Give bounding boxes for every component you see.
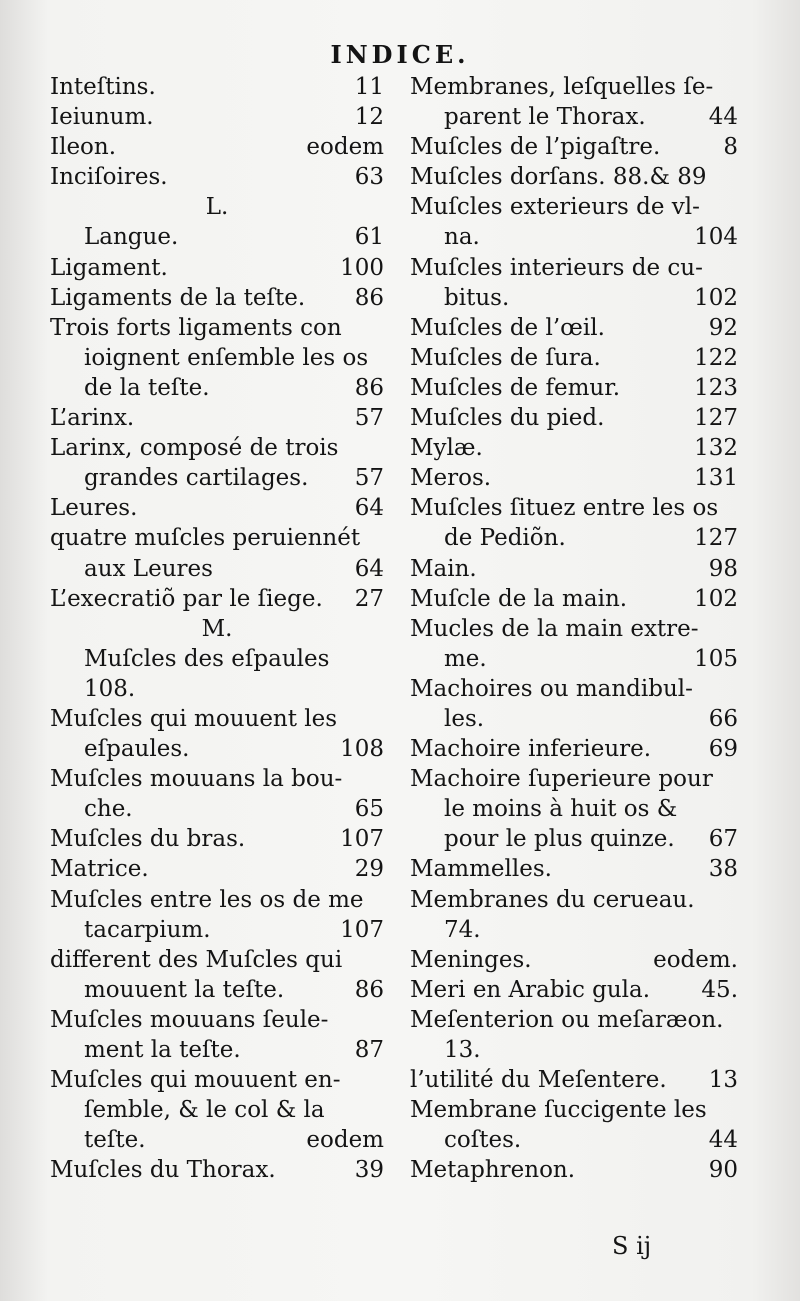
index-entry xyxy=(410,1155,738,1185)
entry-text-line: Muſcles mouuans ſeule- xyxy=(50,1006,329,1033)
index-entry xyxy=(410,674,738,734)
index-entry xyxy=(50,644,384,704)
entry-text-line: Mucles de la main extre- xyxy=(410,615,699,642)
page-reference: 131 xyxy=(694,465,738,492)
entry-text-line: Meninges. xyxy=(410,946,532,973)
index-entry xyxy=(410,493,738,553)
index-entry xyxy=(50,403,384,433)
entry-text-line: Muſcles de ſura. xyxy=(410,344,601,371)
page-reference: 61 xyxy=(354,224,384,251)
page-reference: 44 xyxy=(708,104,738,131)
entry-text-line: parent le Thorax. xyxy=(444,104,646,131)
entry-text-line: Muſcles dorſans. 88.& 89 xyxy=(410,164,707,191)
entry-text-line: L’arinx. xyxy=(50,405,135,432)
page-reference: 13 xyxy=(708,1067,738,1094)
entry-text-line: les. xyxy=(444,705,485,732)
entry-text-line: 13. xyxy=(444,1037,481,1063)
index-entry xyxy=(410,403,738,433)
entry-text-line: quatre muſcles peruiennét xyxy=(50,525,361,552)
entry-text-line: Ieiunum. xyxy=(50,104,154,131)
entry-text-line: L’execratiõ par le ſiege. xyxy=(50,585,323,612)
index-entry xyxy=(50,433,384,493)
page-reference: 57 xyxy=(354,405,384,432)
entry-text-line: Langue. xyxy=(84,224,179,251)
entry-text-line: bitus. xyxy=(444,284,510,311)
entry-text-line: different des Muſcles qui xyxy=(50,946,343,973)
page-reference: 38 xyxy=(708,856,738,883)
index-entry xyxy=(50,1065,384,1155)
entry-text-line: Trois forts ligaments con xyxy=(50,314,342,341)
page-reference: 123 xyxy=(694,374,738,401)
page-reference: 127 xyxy=(694,525,738,552)
entry-text-line: Muſcles des eſpaules xyxy=(84,645,330,672)
page-reference: 11 xyxy=(354,74,384,100)
page-reference: 63 xyxy=(354,164,384,191)
index-entry xyxy=(50,102,384,132)
index-entry xyxy=(410,885,738,945)
index-entry xyxy=(50,764,384,824)
index-entry xyxy=(50,72,384,102)
entry-text-line: Inciſoires. xyxy=(50,164,168,191)
entry-text-line: Muſcles du bras. xyxy=(50,826,246,853)
entry-text-line: 108. xyxy=(84,675,136,702)
index-entry xyxy=(50,283,384,313)
entry-text-line: teſte. xyxy=(84,1127,146,1154)
entry-text-line: Muſcles de l’œil. xyxy=(410,314,605,341)
page-reference: 108 xyxy=(340,736,384,763)
signature-mark: S ij xyxy=(612,1232,652,1260)
entry-text-line: Muſcles interieurs de cu- xyxy=(410,254,703,281)
index-entry xyxy=(410,162,738,192)
page-reference: 98 xyxy=(708,555,738,582)
page-reference: 107 xyxy=(340,826,384,853)
page-reference: 100 xyxy=(340,254,384,281)
index-entry xyxy=(410,1065,738,1095)
page-reference: 87 xyxy=(354,1037,384,1063)
page-reference: 104 xyxy=(694,224,738,251)
index-entry xyxy=(50,162,384,192)
page-reference: 107 xyxy=(340,916,384,943)
page-reference: eodem xyxy=(306,1127,384,1154)
entry-text-line: Muſcles mouuans la bou- xyxy=(50,766,343,793)
section-letter: L. xyxy=(205,194,229,221)
page-reference: 39 xyxy=(354,1157,384,1184)
entry-text-line: Inteſtins. xyxy=(50,74,156,100)
index-entry xyxy=(410,764,738,854)
running-head: INDICE. xyxy=(330,40,470,69)
page-reference: 102 xyxy=(694,284,738,311)
index-entry xyxy=(410,1005,738,1065)
entry-text-line: eſpaules. xyxy=(84,736,190,763)
entry-text-line: Larinx, composé de trois xyxy=(50,435,339,462)
index-entry xyxy=(410,463,738,493)
entry-text-line: che. xyxy=(84,796,133,823)
page-reference: eodem xyxy=(306,134,384,161)
entry-text-line: Membranes, leſquelles ſe- xyxy=(410,74,714,100)
page-reference: 57 xyxy=(354,465,384,492)
index-entry xyxy=(50,584,384,614)
entry-text-line: Machoires ou mandibul- xyxy=(410,675,693,702)
page-reference: 45. xyxy=(701,976,738,1003)
entry-text-line: Muſcles de femur. xyxy=(410,374,621,401)
entry-text-line: ioignent enſemble les os xyxy=(84,344,369,371)
entry-text-line: Meſenterion ou meſaræon. xyxy=(410,1006,724,1033)
entry-text-line: Machoire ſuperieure pour xyxy=(410,766,713,793)
entry-text-line: Main. xyxy=(410,555,477,582)
index-entry xyxy=(50,885,384,945)
entry-text-line: Muſcle de la main. xyxy=(410,585,628,612)
index-entry xyxy=(410,373,738,403)
entry-text-line: Muſcles entre les os de me xyxy=(50,886,364,913)
index-entry xyxy=(410,975,738,1005)
index-entry xyxy=(50,704,384,764)
page-reference: 127 xyxy=(694,405,738,432)
page-reference: 105 xyxy=(694,645,738,672)
page-reference: 132 xyxy=(694,435,738,462)
entry-text-line: Meri en Arabic gula. xyxy=(410,976,651,1003)
page-reference: 12 xyxy=(354,104,384,131)
index-entry xyxy=(410,192,738,252)
entry-text-line: Muſcles exterieurs de vl- xyxy=(410,194,700,221)
page-reference: 65 xyxy=(354,796,384,823)
index-entry xyxy=(410,132,738,162)
page-reference: 90 xyxy=(708,1157,738,1184)
page-reference: 86 xyxy=(354,284,384,311)
index-entry xyxy=(410,854,738,884)
index-entry xyxy=(410,554,738,584)
entry-text-line: Matrice. xyxy=(50,856,149,883)
index-entry xyxy=(410,72,738,132)
page-reference: 64 xyxy=(354,555,384,582)
index-entry xyxy=(50,493,384,523)
entry-text-line: Muſcles du pied. xyxy=(410,405,605,432)
entry-text-line: Muſcles ſituez entre les os xyxy=(410,495,719,522)
entry-text-line: Membranes du cerueau. xyxy=(410,886,695,913)
page-reference: 86 xyxy=(354,374,384,401)
index-entry xyxy=(410,945,738,975)
entry-text-line: pour le plus quinze. xyxy=(444,826,675,853)
index-entry xyxy=(50,824,384,854)
page-reference: eodem. xyxy=(653,946,738,973)
index-entry xyxy=(50,945,384,1005)
page-reference: 122 xyxy=(694,344,738,371)
index-column-left xyxy=(50,72,384,1185)
index-entry xyxy=(410,343,738,373)
entry-text-line: tacarpium. xyxy=(84,916,211,943)
index-entry xyxy=(50,313,384,403)
entry-text-line: me. xyxy=(444,645,487,672)
entry-text-line: le moins à huit os & xyxy=(444,796,678,823)
entry-text-line: Muſcles qui mouuent en- xyxy=(50,1067,341,1094)
entry-text-line: coſtes. xyxy=(444,1127,522,1154)
entry-text-line: de Pediõn. xyxy=(444,525,566,552)
page-reference: 66 xyxy=(708,705,738,732)
index-entry xyxy=(410,253,738,313)
index-entry xyxy=(410,734,738,764)
entry-text-line: 74. xyxy=(444,916,481,943)
index-entry xyxy=(50,222,384,252)
index-entry xyxy=(50,1005,384,1065)
entry-text-line: Meros. xyxy=(410,465,492,492)
page-reference: 44 xyxy=(708,1127,738,1154)
page-reference: 67 xyxy=(708,826,738,853)
entry-text-line: Mylæ. xyxy=(410,435,483,462)
index-entry xyxy=(410,614,738,674)
index-entry xyxy=(410,584,738,614)
index-entry xyxy=(410,313,738,343)
entry-text-line: l’utilité du Meſentere. xyxy=(410,1067,667,1094)
index-column-right xyxy=(410,72,738,1185)
index-entry xyxy=(50,253,384,283)
page-reference: 69 xyxy=(708,736,738,763)
entry-text-line: Muſcles qui mouuent les xyxy=(50,705,338,732)
entry-text-line: grandes cartilages. xyxy=(84,465,309,492)
entry-text-line: Ligaments de la teſte. xyxy=(50,284,306,311)
entry-text-line: Metaphrenon. xyxy=(410,1157,576,1184)
page-reference: 102 xyxy=(694,585,738,612)
section-letter: M. xyxy=(201,615,233,642)
page-reference: 86 xyxy=(354,976,384,1003)
page-reference: 8 xyxy=(723,134,738,161)
entry-text-line: mouuent la teſte. xyxy=(84,976,285,1003)
entry-text-line: de la teſte. xyxy=(84,374,210,401)
entry-text-line: Ileon. xyxy=(50,134,117,161)
page-reference: 27 xyxy=(354,585,384,612)
index-entry xyxy=(410,1095,738,1155)
index-entry xyxy=(410,433,738,463)
entry-text-line: Ligament. xyxy=(50,254,168,281)
entry-text-line: Membrane ſuccigente les xyxy=(410,1097,707,1124)
entry-text-line: Machoire inferieure. xyxy=(410,736,652,763)
entry-text-line: Mammelles. xyxy=(410,856,552,883)
entry-text-line: aux Leures xyxy=(84,555,213,582)
entry-text-line: Leures. xyxy=(50,495,138,522)
entry-text-line: Muſcles de l’pigaſtre. xyxy=(410,134,661,161)
page-reference: 92 xyxy=(708,314,738,341)
index-entry xyxy=(50,1155,384,1185)
index-entry xyxy=(50,523,384,583)
entry-text-line: Muſcles du Thorax. xyxy=(50,1157,276,1184)
entry-text-line: ment la teſte. xyxy=(84,1037,241,1063)
index-entry xyxy=(50,854,384,884)
entry-text-line: na. xyxy=(444,224,480,251)
page-reference: 29 xyxy=(354,856,384,883)
index-entry xyxy=(50,132,384,162)
page-reference: 64 xyxy=(354,495,384,522)
entry-text-line: ſemble, & le col & la xyxy=(84,1097,325,1124)
